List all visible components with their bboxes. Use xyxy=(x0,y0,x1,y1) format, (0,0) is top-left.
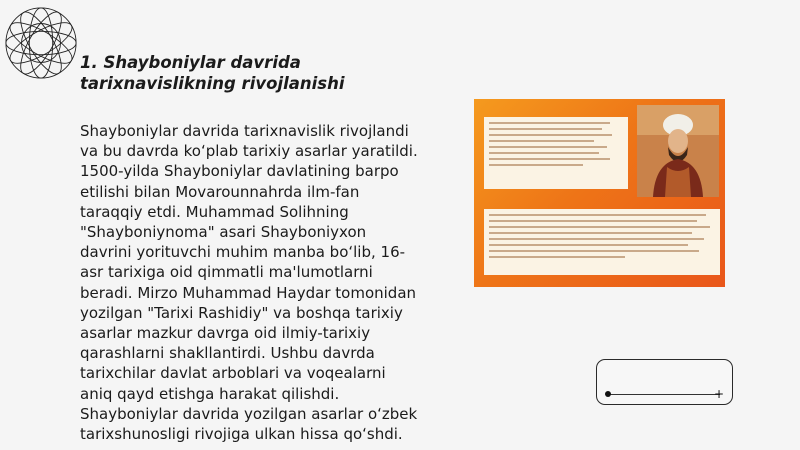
spirograph-logo-icon xyxy=(2,4,80,82)
image-note-top xyxy=(484,117,628,189)
slide-title: 1. Shayboniylar davrida tarixnavislikning rivojlanishi xyxy=(80,53,345,93)
audio-player[interactable] xyxy=(596,359,733,405)
audio-progress-track[interactable] xyxy=(608,394,720,395)
play-dot-icon[interactable] xyxy=(605,391,611,397)
portrait-illustration xyxy=(637,105,719,197)
image-note-bottom xyxy=(484,209,720,275)
plus-icon[interactable]: + xyxy=(714,387,725,401)
historical-illustration-image xyxy=(474,99,725,287)
slide-body-text: Shayboniylar davrida tarixnavislik rivojlandi va bu davrda koʻplab tarixiy asarlar yaratildi. 1500-yilda Shayboniylar davlatining barpo etilishi bilan Movarounnahrda ilm-fan taraqqiy etdi. Muhammad Solihning "Shayboniynoma" asari Shayboniyxon davrini yorituvchi muhim manba boʻlib, 16-asr tarixiga oid qimmatli ma'lumotlarni beradi. Mirzo Muhammad Haydar tomonidan yozilgan "Tarixi Rashidiy" va boshqa tarixiy asarlar mazkur davrga oid ilmiy-tarixiy qarashlarni shakllantirdi. Ushbu davrda tarixchilar davlat arboblari va voqealarni aniq qayd etishga harakat qilishdi. Shayboniylar davrida yozilgan asarlar oʻzbek tarixshunosligi rivojiga ulkan hissa qoʻshdi. xyxy=(80,122,418,444)
